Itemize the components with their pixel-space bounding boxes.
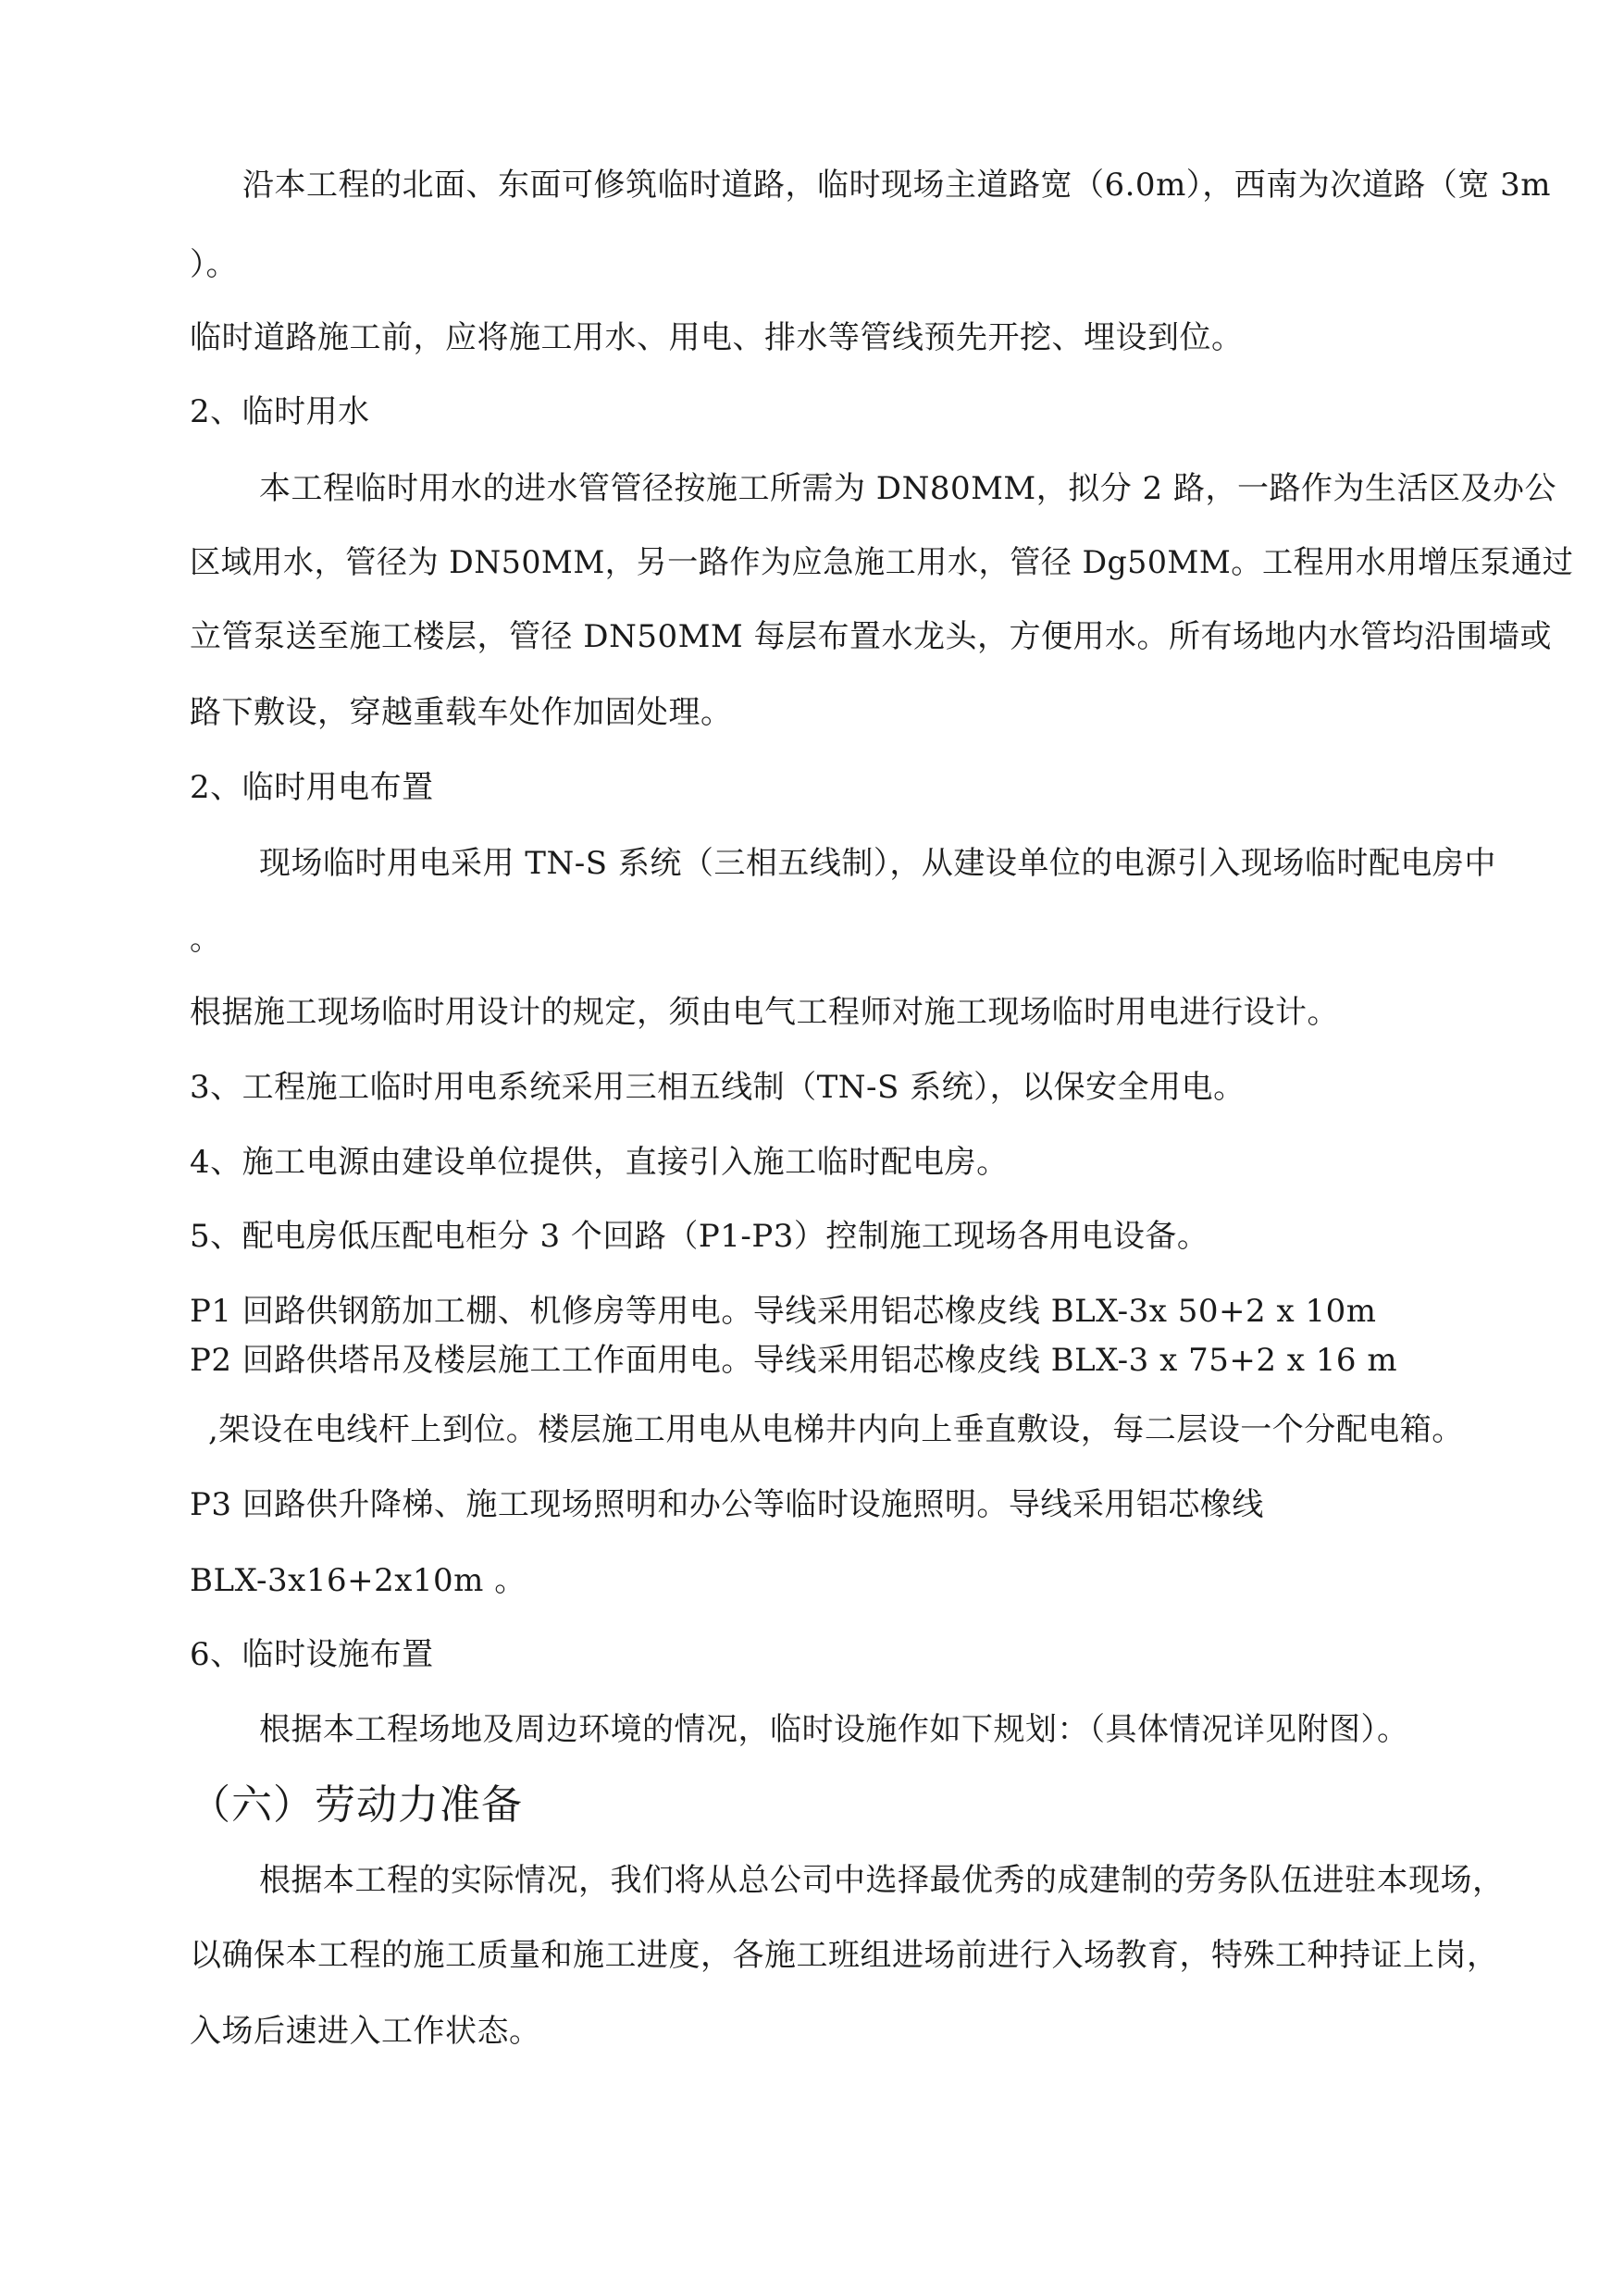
- paragraph-line: 5、配电房低压配电柜分 3 个回路（P1-P3）控制施工现场各用电设备。: [190, 1218, 1209, 1255]
- paragraph-line: 根据施工现场临时用设计的规定，须由电气工程师对施工现场临时用电进行设计。: [190, 994, 1339, 1031]
- paragraph-line: P2 回路供塔吊及楼层施工工作面用电。导线采用铝芯橡皮线 BLX-3 x 75+2 x 16 m: [190, 1342, 1398, 1379]
- section-heading: 6、临时设施布置: [190, 1636, 434, 1673]
- paragraph-line: 根据本工程场地及周边环境的情况，临时设施作如下规划：（具体情况详见附图）。: [259, 1711, 1409, 1748]
- paragraph-line: 临时道路施工前，应将施工用水、用电、排水等管线预先开挖、埋设到位。: [190, 319, 1244, 356]
- paragraph-line: 立管泵送至施工楼层，管径 DN50MM 每层布置水龙头，方便用水。所有场地内水管均沿围墙或: [190, 618, 1553, 655]
- section-heading: 2、临时用电布置: [190, 769, 434, 806]
- paragraph-line: 本工程临时用水的进水管管径按施工所需为 DN80MM，拟分 2 路，一路作为生活区及办公: [259, 470, 1556, 507]
- paragraph-line: P1 回路供钢筋加工棚、机修房等用电。导线采用铝芯橡皮线 BLX-3x 50+2 x 10m: [190, 1293, 1377, 1330]
- paragraph-line: 4、施工电源由建设单位提供，直接引入施工临时配电房。: [190, 1144, 1009, 1181]
- paragraph-line: BLX-3x16+2x10m 。: [190, 1562, 527, 1599]
- paragraph-line: P3 回路供升降梯、施工现场照明和办公等临时设施照明。导线采用铝芯橡线: [190, 1486, 1264, 1523]
- paragraph-line: 3、工程施工临时用电系统采用三相五线制（TN-S 系统），以保安全用电。: [190, 1069, 1246, 1106]
- paragraph-line: 路下敷设，穿越重载车处作加固处理。: [190, 694, 733, 731]
- paragraph-line: 现场临时用电采用 TN-S 系统（三相五线制），从建设单位的电源引入现场临时配电房中: [259, 845, 1496, 882]
- chapter-heading: （六）劳动力准备: [190, 1781, 523, 1829]
- paragraph-line: ,架设在电线杆上到位。楼层施工用电从电梯井内向上垂直敷设，每二层设一个分配电箱。: [208, 1411, 1464, 1448]
- paragraph-line: 根据本工程的实际情况，我们将从总公司中选择最优秀的成建制的劳务队伍进驻本现场，: [259, 1862, 1505, 1899]
- paragraph-line: ）。: [190, 246, 238, 283]
- paragraph-line: 入场后速进入工作状态。: [190, 2013, 541, 2050]
- paragraph-line: 以确保本工程的施工质量和施工进度，各施工班组进场前进行入场教育，特殊工种持证上岗，: [190, 1937, 1499, 1974]
- section-heading: 2、临时用水: [190, 393, 370, 430]
- paragraph-line: 沿本工程的北面、东面可修筑临时道路，临时现场主道路宽（6.0m），西南为次道路（宽 3m: [242, 167, 1551, 204]
- paragraph-line: 。: [190, 921, 222, 958]
- paragraph-line: 区域用水，管径为 DN50MM，另一路作为应急施工用水，管径 Dg50MM。工程用水用增压泵通过: [190, 544, 1574, 581]
